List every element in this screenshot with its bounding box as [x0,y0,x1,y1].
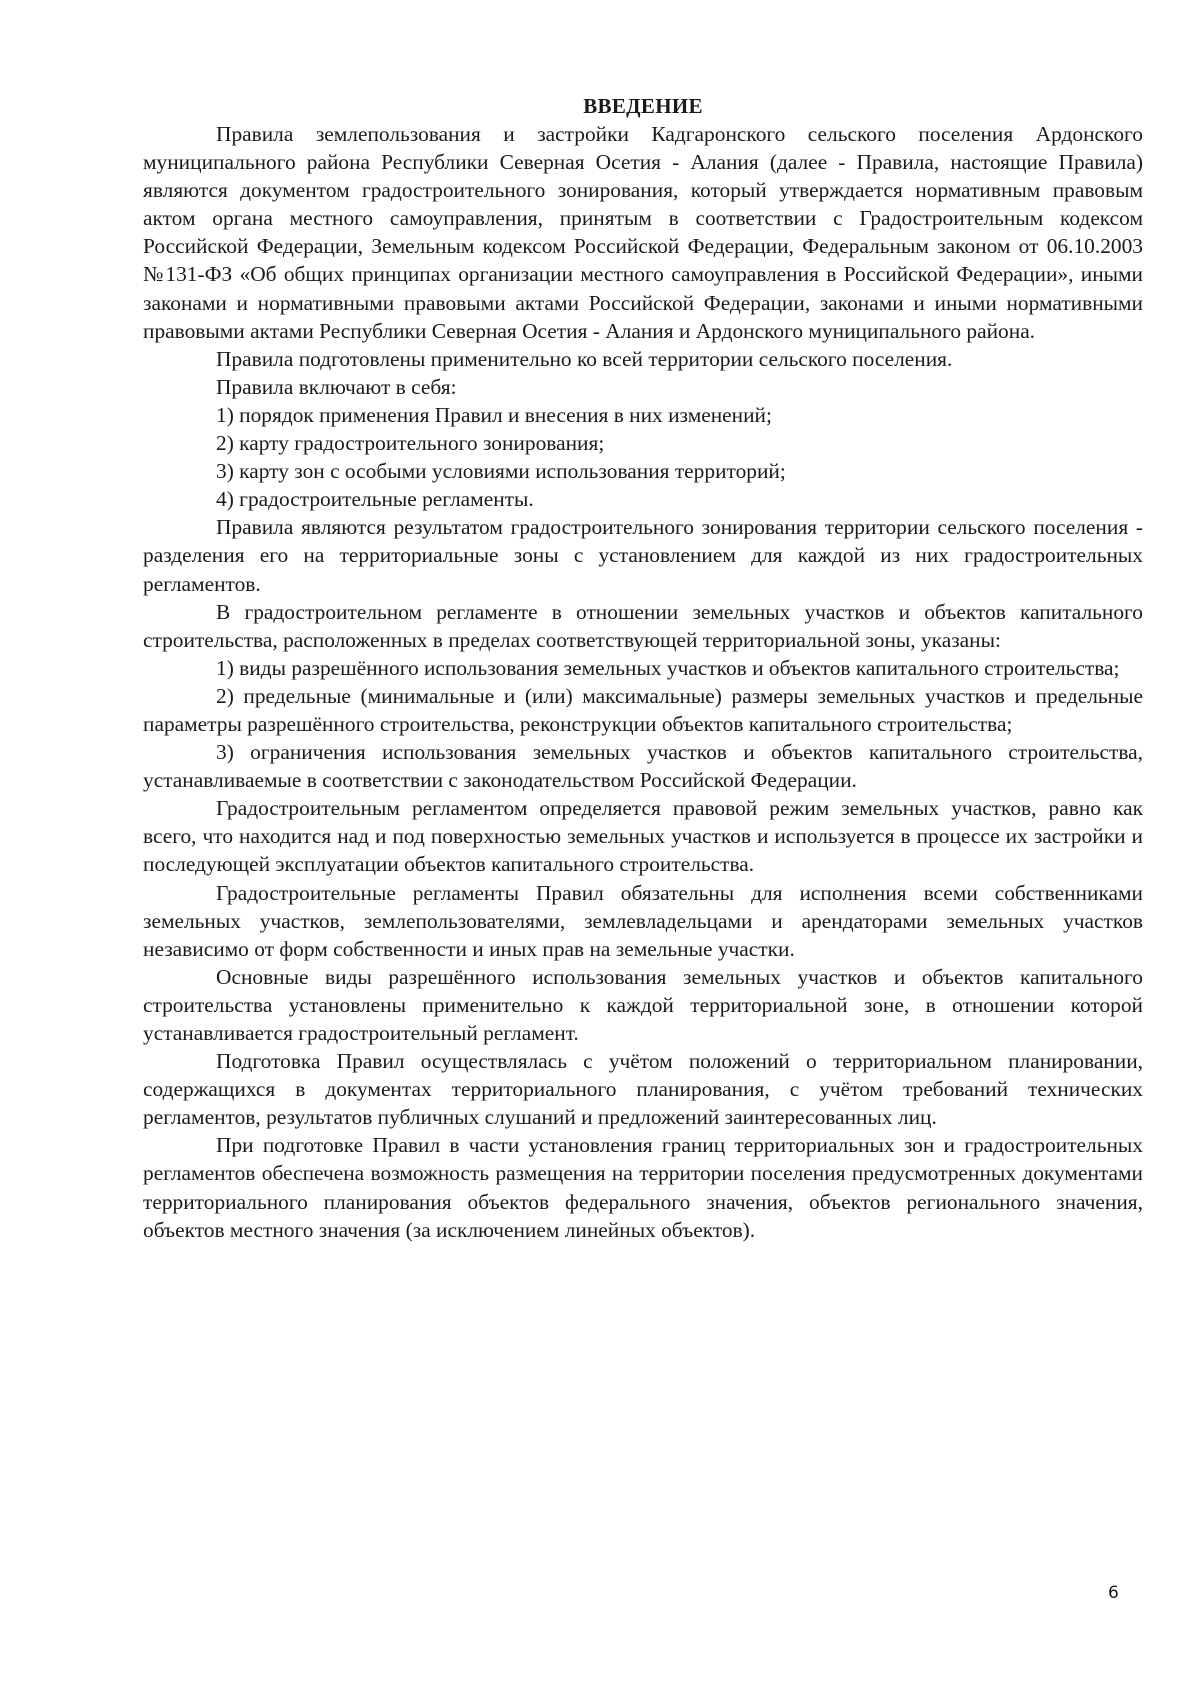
page-number: 6 [1108,1583,1119,1603]
paragraph-includes: Правила включают в себя: [216,374,457,399]
list-item: 2) предельные (минимальные и (или) максимальные) размеры земельных участков и предельные параметры разрешённого строительства, реконструкции объектов капитального строительства; [143,683,1143,736]
document-page [143,92,1143,1244]
list-item: 1) порядок применения Правил и внесения в них изменений; [216,402,772,427]
paragraph-preparation: Подготовка Правил осуществлялась с учётом положений о территориальном планировании, содержащихся в документах территориального планирования, с учётом требований технических регламентов, результатов публичных слушаний и предложений заинтересованных лиц. [143,1049,1143,1130]
list-item: 2) карту градостроительного зонирования; [216,431,605,456]
paragraph-result: Правила являются результатом градостроительного зонирования территории сельского поселения - разделения его на территориальные зоны с установлением для каждой из них градостроительных регламентов. [143,515,1143,596]
paragraph-obligatory: Градостроительные регламенты Правил обязательны для исполнения всеми собственниками земельных участков, землепользователями, землевладельцами и арендаторами земельных участков независимо от форм собственности и иных прав на земельные участки. [143,880,1143,961]
paragraph-legal-regime: Градостроительным регламентом определяется правовой режим земельных участков, равно как всего, что находится над и под поверхностью земельных участков и используется в процессе их застройки и последующей эксплуатации объектов капитального строительства. [143,796,1143,877]
document-heading: ВВЕДЕНИЕ [583,94,703,118]
paragraph-scope: Правила подготовлены применительно ко всей территории сельского поселения. [216,346,953,371]
paragraph-main-uses: Основные виды разрешённого использования земельных участков и объектов капитального строительства установлены применительно к каждой территориальной зоне, в отношении которой устанавливается градостроительный регламент. [143,964,1143,1045]
paragraph-boundaries: При подготовке Правил в части установления границ территориальных зон и градостроительных регламентов обеспечена возможность размещения на территории поселения предусмотренных документами территориального планирования объектов федерального значения, объектов регионального значения, объектов местного значения (за исключением линейных объектов). [143,1133,1143,1242]
paragraph-intro: Правила землепользования и застройки Кадгаронского сельского поселения Ардонского муниципального района Республики Северная Осетия - Алания (далее - Правила, настоящие Правила) являются документом градостроительного зонирования, который утверждается нормативным правовым актом органа местного самоуправления, принятым в соответствии с Градостроительным кодексом Российской Федерации, Земельным кодексом Российской Федерации, Федеральным законом от 06.10.2003 №131-ФЗ «Об общих принципах организации местного самоуправления в Российской Федерации», иными законами и нормативными правовыми актами Российской Федерации, законами и иными нормативными правовыми актами Республики Северная Осетия - Алания и Ардонского муниципального района. [143,122,1143,343]
paragraph-regulation: В градостроительном регламенте в отношении земельных участков и объектов капитального строительства, расположенных в пределах соответствующей территориальной зоны, указаны: [143,599,1143,652]
list-item: 3) карту зон с особыми условиями использования территорий; [216,459,786,484]
list-item: 4) градостроительные регламенты. [216,487,534,512]
list-item: 1) виды разрешённого использования земельных участков и объектов капитального строительства; [216,655,1120,680]
document-body [143,120,1143,1244]
list-item: 3) ограничения использования земельных участков и объектов капитального строительства, устанавливаемые в соответствии с законодательством Российской Федерации. [143,740,1143,793]
